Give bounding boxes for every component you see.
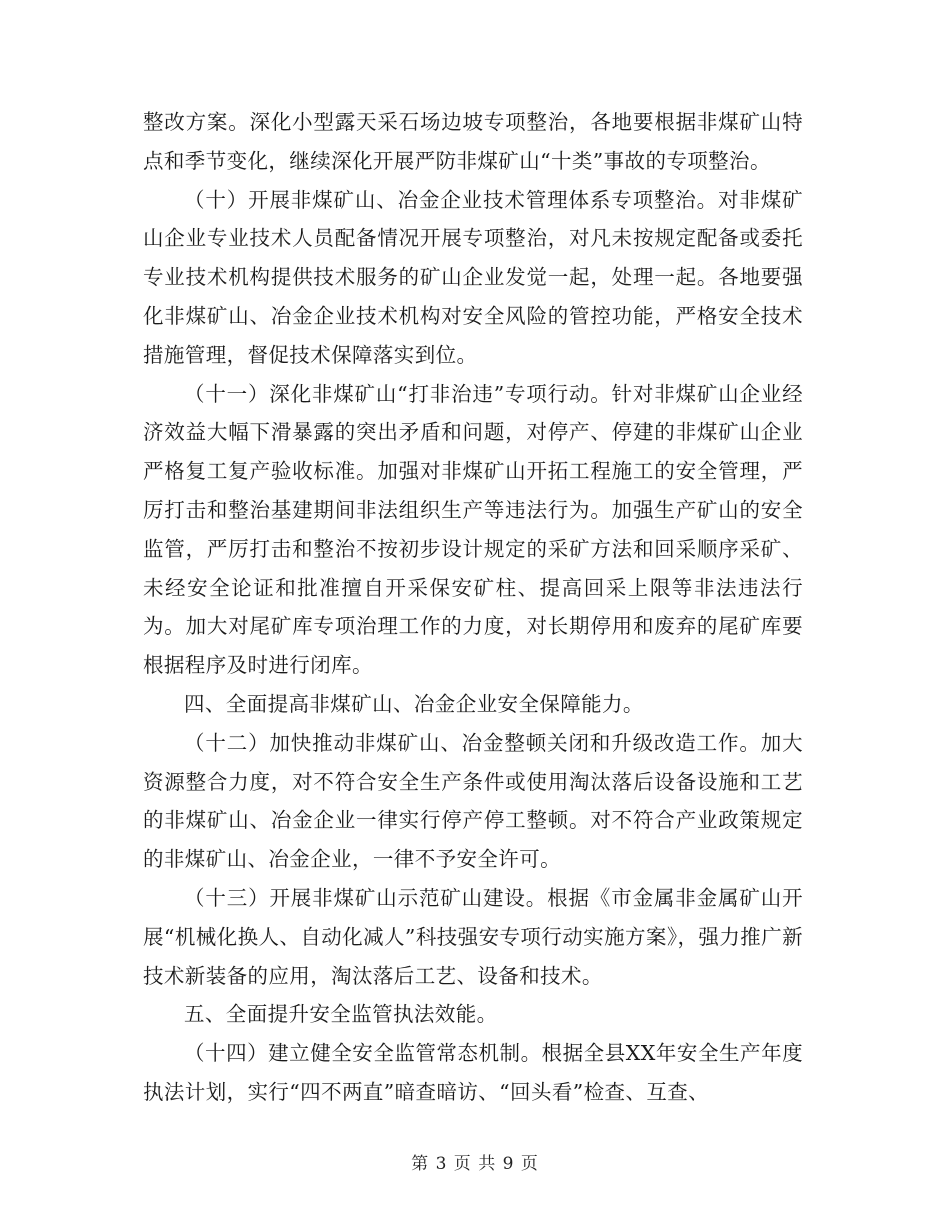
paragraph-item-14: （十四）建立健全安全监管常态机制。根据全县XX年安全生产年度执法计划，实行“四不两直”暗查暗访、“回头看”检查、互查、 bbox=[143, 1041, 803, 1104]
paragraph-continuation: 整改方案。深化小型露天采石场边坡专项整治，各地要根据非煤矿山特点和季节变化，继续深化开展严防非煤矿山“十类”事故的专项整治。 bbox=[143, 110, 803, 173]
paragraph-item-10: （十）开展非煤矿山、冶金企业技术管理体系专项整治。对非煤矿山企业专业技术人员配备情况开展专项整治，对凡未按规定配备或委托专业技术机构提供技术服务的矿山企业发觉一起，处理一起。各地要强化非煤矿山、冶金企业技术机构对安全风险的管控功能，严格安全技术措施管理，督促技术保障落实到位。 bbox=[143, 187, 803, 367]
page-footer bbox=[0, 1152, 950, 1176]
paragraph-item-13: （十三）开展非煤矿山示范矿山建设。根据《市金属非金属矿山开展“机械化换人、自动化减人”科技强安专项行动实施方案》，强力推广新技术新装备的应用，淘汰落后工艺、设备和技术。 bbox=[143, 885, 803, 988]
document-body bbox=[143, 103, 803, 1112]
paragraph-item-11: （十一）深化非煤矿山“打非治违”专项行动。针对非煤矿山企业经济效益大幅下滑暴露的突出矛盾和问题，对停产、停建的非煤矿山企业严格复工复产验收标准。加强对非煤矿山开拓工程施工的安全管理，严厉打击和整治基建期间非法组织生产等违法行为。加强生产矿山的安全监管，严厉打击和整治不按初步设计规定的采矿方法和回采顺序采矿、未经安全论证和批准擅自开采保安矿柱、提高回采上限等非法违法行为。加大对尾矿库专项治理工作的力度，对长期停用和废弃的尾矿库要根据程序及时进行闭库。 bbox=[143, 381, 803, 678]
section-heading-5: 五、全面提升安全监管执法效能。 bbox=[184, 1002, 498, 1027]
paragraph-item-12: （十二）加快推动非煤矿山、冶金整顿关闭和升级改造工作。加大资源整合力度，对不符合安全生产条件或使用淘汰落后设备设施和工艺的非煤矿山、冶金企业一律实行停产停工整顿。对不符合产业政策规定的非煤矿山、冶金企业，一律不予安全许可。 bbox=[143, 730, 803, 872]
page-number-label: 第 3 页 共 9 页 bbox=[411, 1154, 539, 1174]
section-heading-4: 四、全面提高非煤矿山、冶金企业安全保障能力。 bbox=[184, 691, 644, 716]
